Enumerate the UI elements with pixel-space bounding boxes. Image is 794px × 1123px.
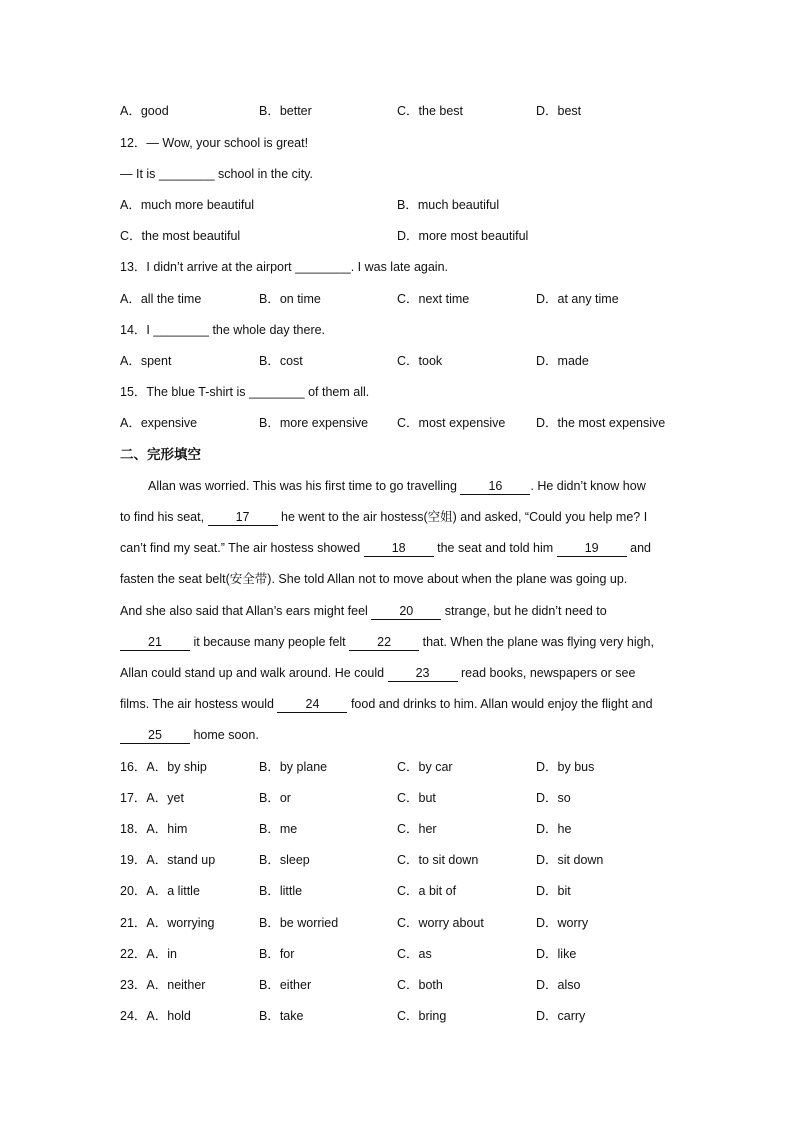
q12-option-c: C．the most beautiful: [120, 229, 241, 243]
blank-17: 17: [208, 509, 278, 526]
q21-option-c: C．worry about: [397, 916, 484, 930]
q19-option-c: C．to sit down: [397, 853, 479, 867]
q11-option-c: C．the best: [397, 104, 464, 118]
q20-option-a: 20．A．a little: [120, 884, 200, 898]
passage-line-9: [120, 725, 672, 745]
q16-option-c: C．by car: [397, 760, 453, 774]
passage-line-1: [120, 476, 700, 496]
q15-stem-pre: 15．The blue T-shirt is: [120, 385, 249, 399]
q12-stem-line2: [120, 164, 313, 184]
q22-option-a: 22．A．in: [120, 947, 177, 961]
q23-option-a: 23．A．neither: [120, 978, 206, 992]
passage-line-4: fasten the seat belt(安全带). She told Allan not to move about when the plane was going up.: [120, 572, 628, 586]
q12-stem-post: school in the city.: [214, 167, 313, 181]
passage-text: Allan was worried. This was his first time to go travelling: [148, 479, 461, 493]
q11-option-b: B．better: [259, 104, 312, 118]
passage-text: films. The air hostess would: [120, 697, 278, 711]
passage-text: home soon.: [190, 728, 259, 742]
q13-option-d: D．at any time: [536, 292, 619, 306]
passage-line-2: [120, 507, 672, 527]
q12-stem-line1: 12．— Wow, your school is great!: [120, 136, 309, 150]
blank-21: 21: [120, 634, 190, 651]
passage-text: strange, but he didn’t need to: [441, 604, 607, 618]
q22-option-d: D．like: [536, 947, 577, 961]
passage-text: And she also said that Allan’s ears might feel: [120, 604, 372, 618]
passage-text: it because many people felt: [190, 635, 350, 649]
passage-text: to find his seat,: [120, 510, 208, 524]
q13-option-b: B．on time: [259, 292, 321, 306]
q15-option-c: C．most expensive: [397, 416, 506, 430]
blank-19: 19: [557, 540, 627, 557]
q20-option-d: D．bit: [536, 884, 571, 898]
q15-option-d: D．the most expensive: [536, 416, 666, 430]
q15-option-a: A．expensive: [120, 416, 198, 430]
passage-line-6: [120, 632, 672, 652]
q13-option-c: C．next time: [397, 292, 470, 306]
q14-stem-post: the whole day there.: [208, 323, 326, 337]
passage-line-7: [120, 663, 672, 683]
q19-option-d: D．sit down: [536, 853, 604, 867]
q12-stem-pre: — It is: [120, 167, 159, 181]
blank-18: 18: [364, 540, 434, 557]
q14-option-d: D．made: [536, 354, 589, 368]
blank-25: 25: [120, 727, 190, 744]
blank-20: 20: [371, 603, 441, 620]
q14-stem: [120, 320, 325, 340]
q23-option-c: C．both: [397, 978, 443, 992]
passage-text: food and drinks to him. Allan would enjoy the flight and: [347, 697, 653, 711]
q17-option-d: D．so: [536, 791, 571, 805]
q24-option-d: D．carry: [536, 1009, 586, 1023]
passage-text: can’t find my seat.” The air hostess showed: [120, 541, 364, 555]
passage-line-8: [120, 694, 672, 714]
q17-option-a: 17．A．yet: [120, 791, 184, 805]
passage-text: that. When the plane was flying very high,: [419, 635, 654, 649]
q11-option-d: D．best: [536, 104, 582, 118]
q18-option-c: C．her: [397, 822, 437, 836]
q13-stem: [120, 257, 448, 277]
q16-option-d: D．by bus: [536, 760, 595, 774]
passage-line-3: [120, 538, 672, 558]
q16-option-a: 16．A．by ship: [120, 760, 207, 774]
q22-option-c: C．as: [397, 947, 432, 961]
passage-text: he went to the air hostess(空姐) and asked, “Could you help me? I: [277, 510, 648, 524]
q19-option-b: B．sleep: [259, 853, 310, 867]
blank-22: 22: [349, 634, 419, 651]
q24-option-a: 24．A．hold: [120, 1009, 191, 1023]
blank-16: 16: [460, 478, 530, 495]
q12-option-d: D．more most beautiful: [397, 229, 529, 243]
q13-stem-pre: 13．I didn’t arrive at the airport: [120, 260, 296, 274]
q13-blank: ________: [295, 260, 351, 274]
q11-option-a: A．good: [120, 104, 169, 118]
passage-line-5: [120, 601, 672, 621]
q22-option-b: B．for: [259, 947, 295, 961]
q21-option-d: D．worry: [536, 916, 589, 930]
q21-option-a: 21．A．worrying: [120, 916, 215, 930]
q12-option-b: B．much beautiful: [397, 198, 500, 212]
q14-option-a: A．spent: [120, 354, 172, 368]
passage-text: Allan could stand up and walk around. He could: [120, 666, 388, 680]
q17-option-c: C．but: [397, 791, 436, 805]
q19-option-a: 19．A．stand up: [120, 853, 216, 867]
q14-option-c: C．took: [397, 354, 443, 368]
q20-option-c: C．a bit of: [397, 884, 457, 898]
passage-text: the seat and told him: [433, 541, 557, 555]
q16-option-b: B．by plane: [259, 760, 328, 774]
q24-option-c: C．bring: [397, 1009, 447, 1023]
q17-option-b: B．or: [259, 791, 291, 805]
q18-option-d: D．he: [536, 822, 572, 836]
q12-option-a: A．much more beautiful: [120, 198, 255, 212]
blank-23: 23: [388, 665, 458, 682]
passage-text: . He didn’t know how: [530, 479, 646, 493]
q23-option-d: D．also: [536, 978, 581, 992]
q21-option-b: B．be worried: [259, 916, 339, 930]
q14-option-b: B．cost: [259, 354, 303, 368]
q15-stem-post: of them all.: [304, 385, 370, 399]
q20-option-b: B．little: [259, 884, 303, 898]
q15-stem: [120, 382, 369, 402]
passage-text: read books, newspapers or see: [457, 666, 636, 680]
q14-blank: ________: [153, 323, 209, 337]
q13-option-a: A．all the time: [120, 292, 202, 306]
q13-stem-post: . I was late again.: [350, 260, 448, 274]
q12-blank: ________: [158, 167, 215, 181]
q23-option-b: B．either: [259, 978, 312, 992]
section-heading-cloze: 二、完形填空: [120, 447, 201, 462]
passage-text: and: [626, 541, 651, 555]
q15-blank: ________: [249, 385, 305, 399]
blank-24: 24: [277, 696, 347, 713]
q14-stem-pre: 14．I: [120, 323, 154, 337]
q15-option-b: B．more expensive: [259, 416, 369, 430]
q24-option-b: B．take: [259, 1009, 304, 1023]
q18-option-a: 18．A．him: [120, 822, 188, 836]
q18-option-b: B．me: [259, 822, 298, 836]
